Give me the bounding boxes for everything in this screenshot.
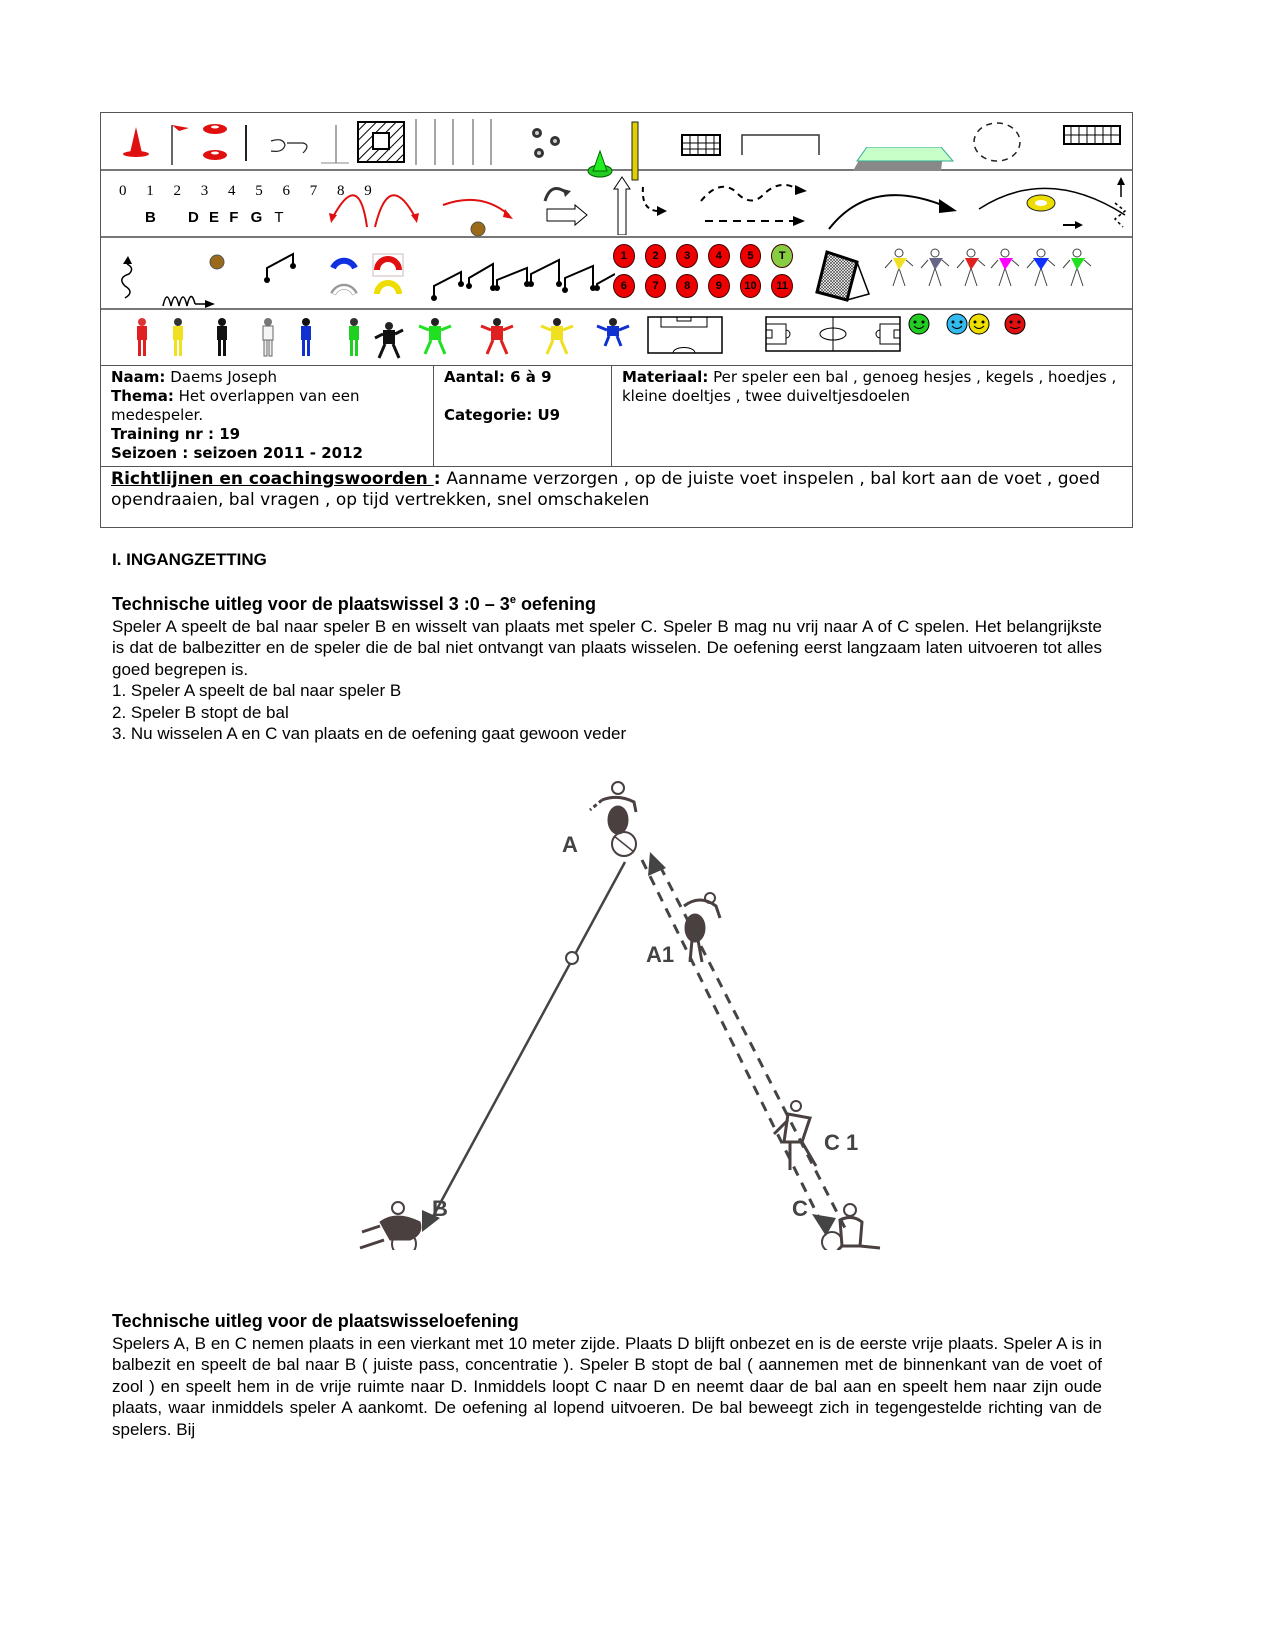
coaching-text: Aanname verzorgen , op de juiste voet inspelen , bal kort aan de voet , goed opendraaien, bal vragen , op tijd vertrekken, snel omschakelen [111,469,1101,510]
turn-and-hollow-arrow-icon [541,179,601,233]
player-marker-1: 1 [613,244,635,268]
group-info-cell [434,366,612,466]
pass-line [430,862,625,1222]
thema-value: Het overlappen van een medespeler. [111,387,360,424]
training-number: Training nr : 19 [111,425,241,443]
curve-over-ring-arrow-icon [977,181,1127,233]
hollow-up-arrow-icon [613,175,631,235]
balls-icon [529,125,565,161]
coaching-row: Richtlijnen en coachingswoorden : Aanname verzorgen , op de juiste voet inspelen , bal kort aan de voet , goed opendraaien, bal vragen , op tijd vertrekken, snel omschakelen [111,469,1101,510]
player-marker-4: 4 [708,244,730,268]
half-field-icon [647,316,723,354]
lob-arrow-icon [441,191,521,241]
player-a1-figure [684,893,720,962]
wave-arrow-icon [161,288,217,310]
exercise-2-description: Spelers A, B en C nemen plaats in een vierkant met 10 meter zijde. Plaats D blijft onbezet en is de eerste vrije plaats. Speler A is in balbezit en speelt de bal naar B ( juiste pass, concentratie ). Speler B stopt de bal ( aannemen met de binnenkant van de voet of zool ) en speelt hem in de vrije ruimte naar D. Inmiddels loopt C naar D en neemt daar de bal aan en speelt hem naar zijn oude plaats, waar inmiddels speler A aankomt. De oefening al lopend uitvoeren. De bal beweegt zich in tegengestelde richting van de spelers. Bij [112,1333,1102,1439]
exercise-1-title: Technische uitleg voor de plaatswissel 3 :0 – 3e oefening [112,594,596,614]
numbered-player-markers [613,244,793,298]
hurdle-icon [263,252,303,284]
player-marker-2: 2 [645,244,667,268]
rope-icon [269,135,313,157]
dashed-turn-arrow-icon [641,185,681,221]
large-goal-icon [1063,125,1123,147]
materiaal-value: Per speler een bal , genoeg hesjes , kegels , hoedjes , kleine doeltjes , twee duiveltjesdoelen [622,368,1117,405]
exercise-2-title: Technische uitleg voor de plaatswisseloefening [112,1311,519,1331]
ball-icon [209,254,225,270]
label-b: B [432,1196,448,1221]
player-marker-6: 6 [613,274,635,298]
section-heading: I. INGANGZETTING [112,550,267,569]
legend-row-movements [101,171,1132,238]
solid-curve-arrow-icon [827,181,967,233]
season: Seizoen : seizoen 2011 - 2012 [111,444,363,462]
disc-cones-icon [201,119,229,163]
training-info-row [101,366,1132,467]
run-line-a-to-c [642,860,824,1228]
blue-smiley-icon [947,314,967,334]
pole-icon [243,125,249,161]
exercise-2-block [112,1311,1102,1440]
coloured-hoops-icon [329,250,409,300]
poles-row-icon [413,119,499,165]
exercise-1-step: 3. Nu wisselen A en C van plaats en de oefening gaat gewoon veder [112,724,627,743]
number-symbols: 0 1 2 3 4 5 6 7 8 9 [119,183,380,199]
bib-players-icon [881,248,1121,296]
letter-symbols: B D E F G T [145,209,284,226]
legend-table [100,112,1133,528]
hatched-square-icon [357,121,405,163]
player-marker-9: 9 [708,274,730,298]
small-goal-icon [681,133,723,157]
thema-line: Thema: Het overlappen van een medespeler. [111,387,360,424]
label-c: C [792,1196,808,1221]
label-a1: A1 [646,942,675,967]
player-figures-icon [127,316,667,362]
dashed-wave-arrows-icon [695,179,825,231]
exercise-diagram [350,770,910,1250]
coaching-label: Richtlijnen en coachingswoorden [111,469,434,489]
player-marker-7: 7 [645,274,667,298]
categorie: Categorie: U9 [444,406,561,424]
pass-midpoint [566,952,578,964]
aantal: Aantal: 6 à 9 [444,368,552,386]
exercise-1-step: 2. Speler B stopt de bal [112,702,289,722]
player-marker-3: 3 [676,244,698,268]
player-marker-11: 11 [771,274,793,298]
naam-value: Daems Joseph [170,368,278,386]
red-smiley-icon [1005,314,1025,334]
zigzag-dashed-arrow-icon [1109,177,1133,233]
legend-row-figures-fields [101,310,1132,366]
player-marker-10: 10 [740,274,762,298]
full-field-icon [765,316,901,354]
exercise-1-step: 1. Speler A speelt de bal naar speler B [112,681,402,700]
exercise-1-description: Speler A speelt de bal naar speler B en wisselt van plaats met speler C. Speler B mag nu vrij naar A of C spelen. Het belangrijkste is dat de balbezitter en de speler die de bal niet ontvangt van plaats wisselen. De oefening eerst langzaam laten uitvoeren tot alles goed begrepen is. [112,616,1102,679]
post-icon [321,125,351,165]
hurdles-row-icon [431,248,615,304]
curved-arrows-icon [319,177,439,229]
label-c1: C 1 [824,1130,859,1155]
zigzag-up-arrow-icon [119,254,139,300]
dashed-circle-icon [971,121,1023,163]
exercise-1-block [112,590,1102,745]
goal-frame-icon [741,133,821,157]
player-marker-5: 5 [740,244,762,268]
label-a: A [562,832,578,857]
green-smiley-icon [909,314,929,334]
cone-icon [121,125,151,159]
run-line-c-to-a [660,866,846,1230]
rebound-net-icon [813,248,873,304]
yellow-smiley-icon [969,314,989,334]
naam-line: Naam: Daems Joseph [111,368,278,386]
material-cell: Materiaal: Per speler een bal , genoeg hesjes , kegels , hoedjes , kleine doeltjes , twee duiveltjesdoelen [622,368,1117,405]
trainer-marker: T [771,244,793,268]
legend-row-equipment [101,113,1132,171]
trainer-info-cell [101,366,434,466]
player-b-figure [360,1202,421,1250]
legend-row-players [101,238,1132,310]
flag-icon [169,121,193,165]
player-marker-8: 8 [676,274,698,298]
player-a-figure [590,782,636,856]
smileys-icon [907,312,1033,338]
